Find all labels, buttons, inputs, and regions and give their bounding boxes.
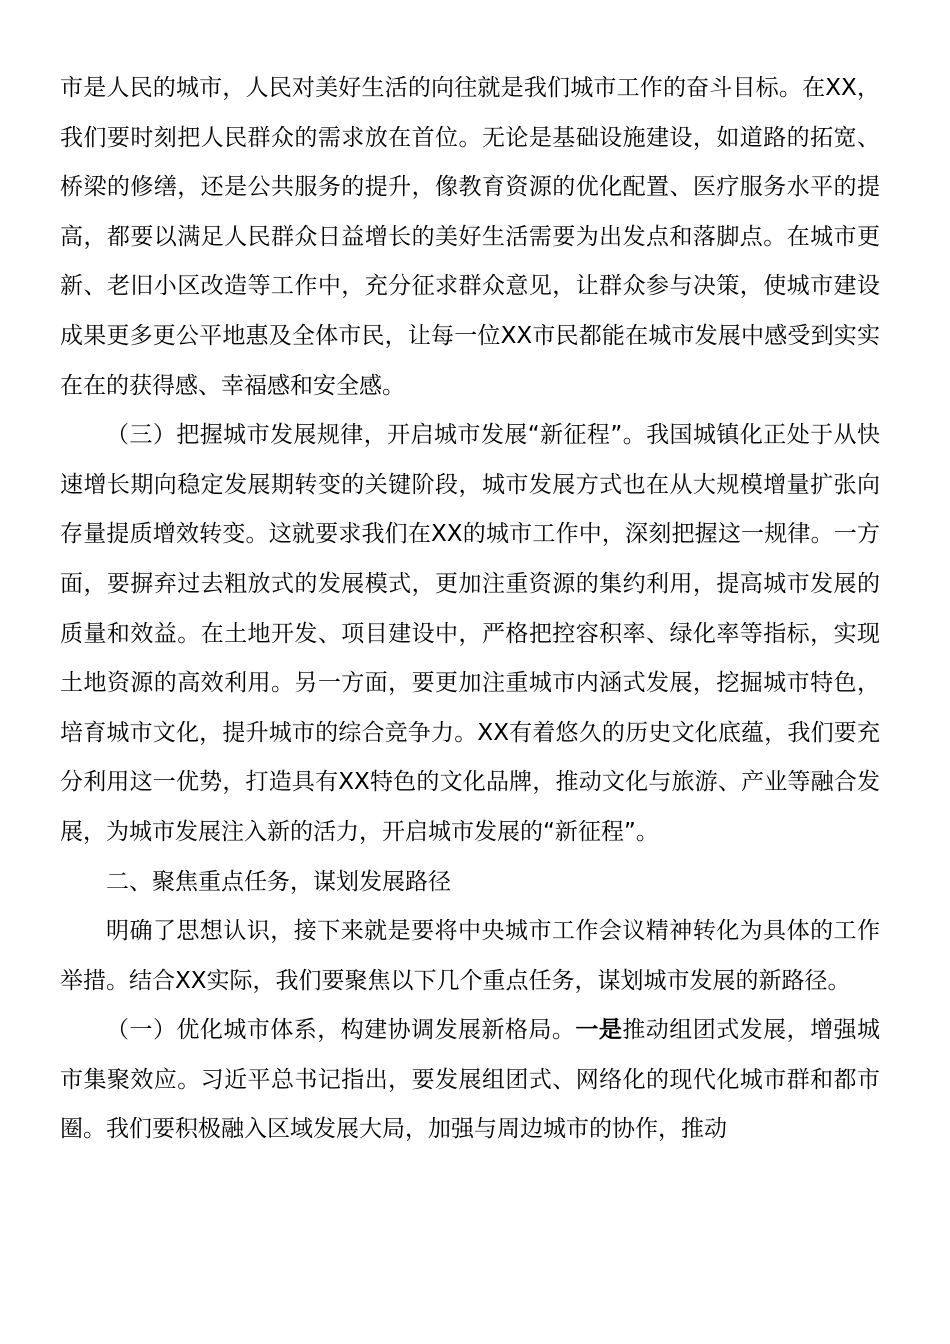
paragraph-development-law: （三）把握城市发展规律，开启城市发展“新征程”。我国城镇化正处于从快速增长期向稳定发展期转变的关键阶段，城市发展方式也在从大规模增量扩张向存量提质增效转变。这就要求我们在XX的城市工作中，深刻把握这一规律。一方面，要摒弃过去粗放式的发展模式，更加注重资源的集约利用，提高城市发展的质量和效益。在土地开发、项目建设中，严格把控容积率、绿化率等指标，实现土地资源的高效利用。另一方面，要更加注重城市内涵式发展，挖掘城市特色，培育城市文化，提升城市的综合竞争力。XX有着悠久的历史文化底蕴，我们要充分利用这一优势，打造具有XX特色的文化品牌，推动文化与旅游、产业等融合发展，为城市发展注入新的活力，开启城市发展的“新征程”。 (60, 422, 880, 845)
paragraph-people-city: 市是人民的城市，人民对美好生活的向往就是我们城市工作的奋斗目标。在XX，我们要时刻把人民群众的需求放在首位。无论是基础设施建设，如道路的拓宽、桥梁的修缮，还是公共服务的提升，像教育资源的优化配置、医疗服务水平的提高，都要以满足人民群众日益增长的美好生活需要为出发点和落脚点。在城市更新、老旧小区改造等工作中，充分征求群众意见，让群众参与决策，使城市建设成果更多更公平地惠及全体市民，让每一位XX市民都能在城市发展中感受到实实在在的获得感、幸福感和安全感。 (60, 75, 880, 399)
document-body (60, 64, 880, 1155)
subheading-text: （一）优化城市体系，构建协调发展新格局。 (106, 1017, 576, 1044)
paragraph-continuation: 推动组团式发展，增强城市集聚效应。习近平总书记指出，要发展组团式、网络化的现代化城市群和都市圈。我们要积极融入区域发展大局，加强与周边城市的协作，推动 (60, 1017, 880, 1143)
section-heading: 二、聚焦重点任务，谋划发展路径 (106, 868, 451, 895)
paragraph-optimize-system (60, 1006, 880, 1155)
paragraph-intro-tasks: 明确了思想认识，接下来就是要将中央城市工作会议精神转化为具体的工作举措。结合XX实际，我们要聚焦以下几个重点任务，谋划城市发展的新路径。 (60, 918, 880, 994)
bold-lead: 一是 (575, 1017, 623, 1044)
